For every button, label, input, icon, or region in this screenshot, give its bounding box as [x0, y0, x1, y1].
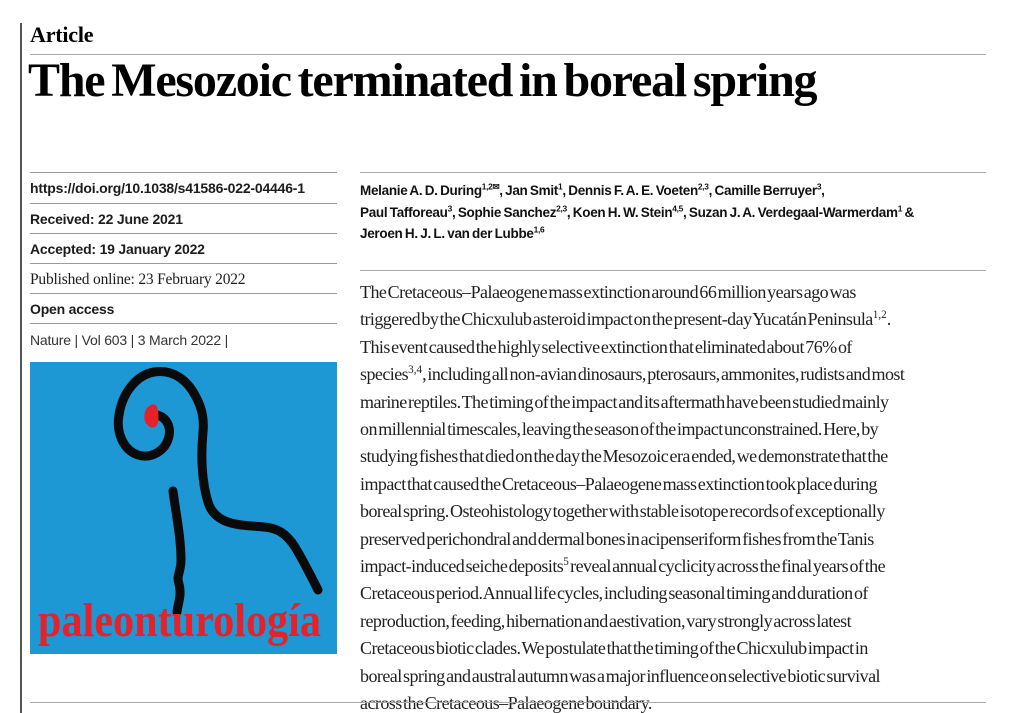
article-main-column: [360, 172, 986, 713]
abstract-text: The Cretaceous–Palaeogene mass extinction around 66 million years ago was triggered by the Chicxulub asteroid impact on the present-day Yucatán Peninsula$^{1,2}$. This event caused the highly selective extinction that eliminated about 76% of species$^{3,4}$, including all non-avian dinosaurs, pterosaurs, ammonites, rudists and most marine reptiles. The timing of the impact and its aftermath have been studied mainly on millennial timescales, leaving the season of the impact unconstrained. Here, by studying fishes that died on the day the Mesozoic era ended, we demonstrate that the impact that caused the Cretaceous–Palaeogene mass extinction took place during boreal spring. Osteohistology together with stable isotope records of exceptionally preserved perichondral and dermal bones in acipenseriform fishes from the Tanis impact-induced seiche deposits$^5$ reveal annual cyclicity across the final years of the Cretaceous period. Annual life cycles, including seasonal timing and duration of reproduction, feeding, hibernation and aestivation, vary strongly across latest Cretaceous biotic clades. We postulate that the timing of the Chicxulub impact in boreal spring and austral autumn was a major influence on selective biotic survival across the Cretaceous–Palaeogene boundary.: [360, 282, 905, 713]
abstract-block: [360, 270, 986, 713]
logo-graphic: [30, 362, 337, 654]
doi-row: [30, 172, 337, 203]
metadata-rail: [30, 172, 337, 361]
paleonturologia-logo: [30, 362, 337, 654]
left-vertical-rule: [20, 23, 22, 713]
journal-citation: Nature | Vol 603 | 3 March 2022 |: [30, 323, 337, 361]
doi-link[interactable]: https://doi.org/10.1038/s41586-022-04446-1: [30, 180, 305, 196]
received-date: Received: 22 June 2021: [30, 203, 337, 233]
article-kicker: Article: [30, 22, 94, 47]
footer-divider: [30, 702, 986, 703]
open-access-label: Open access: [30, 293, 337, 323]
author-list: Melanie A. D. During$^{1,2✉}$, Jan Smit$^1$, Dennis F. A. E. Voeten$^{2,3}$, Camille Berruyer$^3$, Paul Tafforeau$^3$, Sophie Sanchez$^{2,3}$, Koen H. W. Stein$^{4,5}$, Suzan J. A. Verdegaal-Warmerdam$^1$ & Jeroen H. J. L. van der Lubbe$^{1,6}$: [360, 172, 986, 270]
accepted-date: Accepted: 19 January 2022: [30, 233, 337, 263]
page-title: The Mesozoic terminated in boreal spring: [28, 54, 817, 107]
logo-wordmark: paleonturología: [38, 594, 321, 647]
published-online-date: Published online: 23 February 2022: [30, 263, 337, 293]
